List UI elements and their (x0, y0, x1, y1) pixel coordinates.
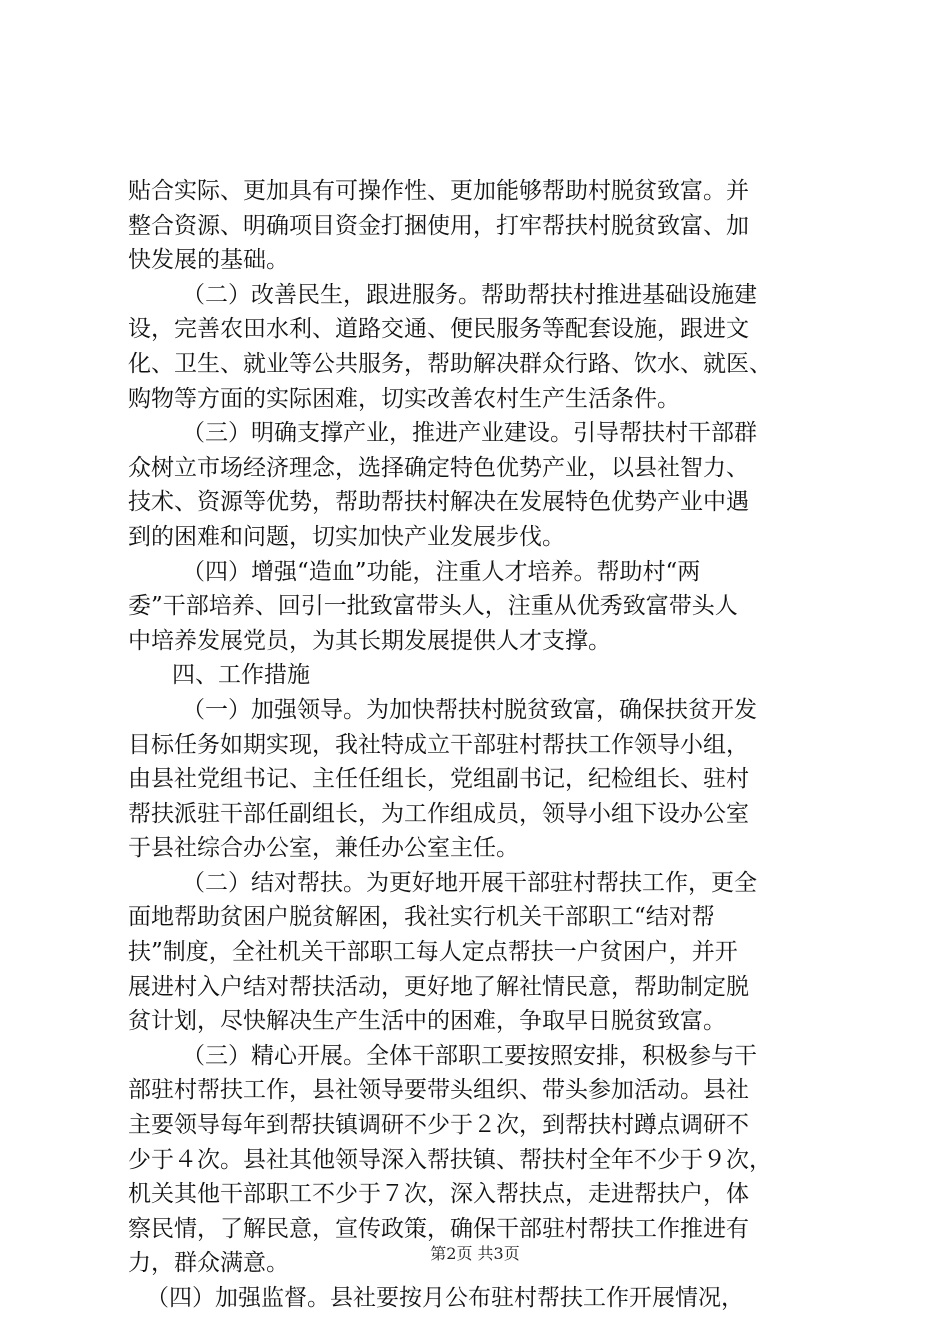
paragraph-heading-line: （四）加强监督。县社要按月公布驻村帮扶工作开展情况， (146, 1285, 744, 1311)
text-line: 快发展的基础。 (128, 247, 289, 274)
text-line: 整合资源、明确项目资金打捆使用，打牢帮扶村脱贫致富、加 (128, 212, 749, 239)
document-body (128, 174, 858, 1316)
paragraph-heading-line: （二）改善民生，跟进服务。帮助帮扶村推进基础设施建 (182, 281, 757, 308)
paragraph-heading-line: （四）增强“造血”功能，注重人才培养。帮助村“两 (182, 558, 701, 585)
text-line: 面地帮助贫困户脱贫解困，我社实行机关干部职工“结对帮 (128, 904, 715, 931)
text-line: 于县社综合办公室，兼任办公室主任。 (128, 835, 519, 862)
text-line: 购物等方面的实际困难，切实改善农村生产生活条件。 (128, 385, 680, 412)
text-line: 由县社党组书记、主任任组长，党组副书记，纪检组长、驻村 (128, 766, 749, 793)
text-line: 力，群众满意。 (128, 1250, 289, 1277)
section-heading: 四、工作措施 (172, 662, 310, 689)
text-line: 部驻村帮扶工作，县社领导要带头组织、带头参加活动。县社 (128, 1077, 749, 1104)
text-line: 察民情，了解民意，宣传政策，确保干部驻村帮扶工作推进有 (128, 1215, 749, 1242)
text-line: 中培养发展党员，为其长期发展提供人才支撑。 (128, 627, 611, 654)
paragraph-heading-line: （一）加强领导。为加快帮扶村脱贫致富，确保扶贫开发 (182, 696, 757, 723)
text-line: 贫计划，尽快解决生产生活中的困难，争取早日脱贫致富。 (128, 1008, 726, 1035)
paragraph-heading-line: （三）明确支撑产业，推进产业建设。引导帮扶村干部群 (182, 420, 757, 447)
text-line: 扶”制度，全社机关干部职工每人定点帮扶一户贫困户，并开 (128, 939, 738, 966)
text-line: 帮扶派驻干部任副组长，为工作组成员，领导小组下设办公室 (128, 800, 749, 827)
text-line: 技术、资源等优势，帮助帮扶村解决在发展特色优势产业中遇 (128, 489, 749, 516)
text-line: 委”干部培养、回引一批致富带头人，注重从优秀致富带头人 (128, 593, 738, 620)
text-line: 目标任务如期实现，我社特成立干部驻村帮扶工作领导小组， (128, 731, 749, 758)
paragraph-heading-line: （三）精心开展。全体干部职工要按照安排，积极参与干 (182, 1042, 757, 1069)
text-line: 少于４次。县社其他领导深入帮扶镇、帮扶村全年不少于９次， (128, 1146, 772, 1173)
text-line: 主要领导每年到帮扶镇调研不少于２次，到帮扶村蹲点调研不 (128, 1112, 749, 1139)
text-line: 化、卫生、就业等公共服务，帮助解决群众行路、饮水、就医、 (128, 350, 772, 377)
text-line: 设，完善农田水利、道路交通、便民服务等配套设施，跟进文 (128, 316, 749, 343)
page-number-footer: 第2页 共3页 (430, 1244, 520, 1263)
text-line: 展进村入户结对帮扶活动，更好地了解社情民意，帮助制定脱 (128, 973, 749, 1000)
paragraph-heading-line: （二）结对帮扶。为更好地开展干部驻村帮扶工作，更全 (182, 869, 757, 896)
text-line: 贴合实际、更加具有可操作性、更加能够帮助村脱贫致富。并 (128, 178, 749, 204)
text-line: 众树立市场经济理念，选择确定特色优势产业，以县社智力、 (128, 454, 749, 481)
text-line: 机关其他干部职工不少于７次，深入帮扶点，走进帮扶户，体 (128, 1181, 749, 1208)
text-line: 到的困难和问题，切实加快产业发展步伐。 (128, 523, 565, 550)
